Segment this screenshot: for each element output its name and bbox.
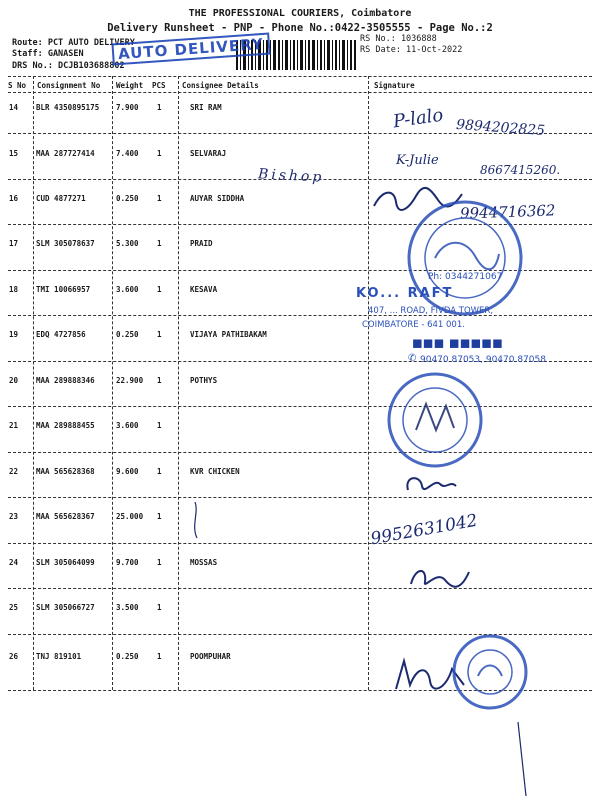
row-weight: 3.600 bbox=[116, 421, 139, 430]
row-consignment: MAA 289888346 bbox=[36, 376, 95, 385]
company-seal-icon bbox=[450, 632, 530, 712]
row-pcs: 1 bbox=[157, 149, 162, 158]
runsheet-subtitle: Delivery Runsheet - PNP - Phone No.:0422-3505555 - Page No.:2 bbox=[107, 22, 493, 34]
row-separator bbox=[8, 406, 592, 407]
row-consignee: KESAVA bbox=[190, 285, 218, 294]
stamp-phone: Ph: 0344271067 bbox=[428, 272, 503, 282]
col-divider bbox=[368, 76, 369, 690]
row-sno: 16 bbox=[9, 194, 19, 203]
handwritten-note: Bishop bbox=[257, 166, 325, 186]
drs-number: DRS No.: DCJB103688802 bbox=[12, 61, 125, 71]
row-consignee: VIJAYA PATHIBAKAM bbox=[190, 330, 267, 339]
row-consignee: MOSSAS bbox=[190, 558, 218, 567]
phone-icon: ✆ bbox=[408, 353, 417, 364]
row-pcs: 1 bbox=[157, 330, 162, 339]
company-title: THE PROFESSIONAL COURIERS, Coimbatore bbox=[188, 8, 412, 19]
row-consignment: SLM 305066727 bbox=[36, 603, 95, 612]
row-weight: 3.500 bbox=[116, 603, 139, 612]
row-sno: 24 bbox=[9, 558, 19, 567]
row-sno: 23 bbox=[9, 512, 19, 521]
row-consignee: SELVARAJ bbox=[190, 149, 227, 158]
row-weight: 5.300 bbox=[116, 239, 139, 248]
row-weight: 0.250 bbox=[116, 652, 139, 661]
row-consignment: CUD 4877271 bbox=[36, 194, 86, 203]
row-consignee: POTHYS bbox=[190, 376, 218, 385]
col-divider bbox=[33, 76, 34, 690]
col-header-weight: Weight bbox=[116, 81, 144, 90]
row-sno: 17 bbox=[9, 239, 19, 248]
phone-row16: 9944716362 bbox=[459, 201, 556, 223]
row-pcs: 1 bbox=[157, 558, 162, 567]
row-pcs: 1 bbox=[157, 103, 162, 112]
row-sno: 22 bbox=[9, 467, 19, 476]
row-sno: 21 bbox=[9, 421, 19, 430]
signature-scribble-icon bbox=[405, 560, 475, 595]
row-consignee: PRAID bbox=[190, 239, 213, 248]
row-weight: 25.000 bbox=[116, 512, 144, 521]
row-sno: 20 bbox=[9, 376, 19, 385]
row-separator bbox=[8, 543, 592, 544]
row-pcs: 1 bbox=[157, 512, 162, 521]
row-weight: 7.900 bbox=[116, 103, 139, 112]
row-weight: 9.700 bbox=[116, 558, 139, 567]
col-divider bbox=[178, 76, 179, 690]
row-separator bbox=[8, 588, 592, 589]
row-sno: 19 bbox=[9, 330, 19, 339]
stamp-shop-name: KO... RAFT bbox=[356, 286, 454, 301]
rs-number: RS No.: 1036888 bbox=[360, 34, 437, 44]
col-header-consignment: Consignment No bbox=[37, 81, 101, 90]
phone-row15: 8667415260. bbox=[480, 163, 561, 177]
col-header-signature: Signature bbox=[374, 81, 415, 90]
phone-row14: 9894202825 bbox=[455, 116, 546, 140]
row-consignee: SRI RAM bbox=[190, 103, 222, 112]
row-pcs: 1 bbox=[157, 239, 162, 248]
row-pcs: 1 bbox=[157, 376, 162, 385]
col-divider bbox=[112, 76, 113, 690]
row-pcs: 1 bbox=[157, 194, 162, 203]
row-consignment: BLR 4350895175 bbox=[36, 103, 100, 112]
row-consignment: MAA 287727414 bbox=[36, 149, 95, 158]
row-consignment: TMI 10066957 bbox=[36, 285, 91, 294]
row-weight: 3.600 bbox=[116, 285, 139, 294]
row-consignee: KVR CHICKEN bbox=[190, 467, 240, 476]
row-consignment: TNJ 819101 bbox=[36, 652, 82, 661]
col-header-consignee: Consignee Details bbox=[182, 81, 259, 90]
pen-mark-icon bbox=[512, 720, 532, 800]
signature-row15: K-Julie bbox=[396, 153, 439, 168]
row-weight: 22.900 bbox=[116, 376, 144, 385]
row-consignment: MAA 565628367 bbox=[36, 512, 95, 521]
row-separator bbox=[8, 452, 592, 453]
row-sno: 25 bbox=[9, 603, 19, 612]
row-sno: 14 bbox=[9, 103, 19, 112]
row-weight: 0.250 bbox=[116, 330, 139, 339]
row-consignee: AUYAR SIDDHA bbox=[190, 194, 245, 203]
header-bottom-rule bbox=[8, 92, 592, 93]
row-pcs: 1 bbox=[157, 285, 162, 294]
pen-mark-icon bbox=[185, 500, 205, 540]
route-label: Route: PCT AUTO DELIVERY bbox=[12, 38, 135, 48]
stamp-address: COIMBATORE - 641 001. bbox=[362, 320, 465, 330]
phone-row22: 9952631042 bbox=[369, 510, 480, 550]
row-sno: 18 bbox=[9, 285, 19, 294]
row-weight: 0.250 bbox=[116, 194, 139, 203]
company-seal-icon bbox=[380, 370, 490, 470]
stamp-shop-logo-icon: ◼◼◼ ◼◼◼◼◼ bbox=[412, 336, 503, 351]
row-consignment: SLM 305078637 bbox=[36, 239, 95, 248]
row-pcs: 1 bbox=[157, 603, 162, 612]
stamp-address: 407, ... ROAD, FIVDA TOWER, bbox=[368, 306, 494, 316]
row-consignee: POOMPUHAR bbox=[190, 652, 231, 661]
col-header-pcs: PCS bbox=[152, 81, 166, 90]
staff-label: Staff: GANASEN bbox=[12, 49, 84, 59]
row-consignment: EDQ 4727856 bbox=[36, 330, 86, 339]
signature-scribble-icon bbox=[400, 470, 460, 500]
row-separator bbox=[8, 497, 592, 498]
row-sno: 26 bbox=[9, 652, 19, 661]
row-weight: 9.600 bbox=[116, 467, 139, 476]
stamp-phones: 90470 87053, 90470 87058 bbox=[420, 355, 546, 365]
row-sno: 15 bbox=[9, 149, 19, 158]
row-pcs: 1 bbox=[157, 467, 162, 476]
row-consignment: MAA 565628368 bbox=[36, 467, 95, 476]
signature-row14: P-lalo bbox=[391, 104, 445, 133]
row-pcs: 1 bbox=[157, 652, 162, 661]
row-consignment: SLM 305064099 bbox=[36, 558, 95, 567]
rs-date: RS Date: 11-Oct-2022 bbox=[360, 45, 463, 55]
table-top-rule bbox=[8, 76, 592, 77]
col-header-sno: S No bbox=[8, 81, 27, 90]
row-pcs: 1 bbox=[157, 421, 162, 430]
row-consignment: MAA 289888455 bbox=[36, 421, 95, 430]
row-weight: 7.400 bbox=[116, 149, 139, 158]
auto-delivery-stamp: AUTO DELIVERY bbox=[111, 33, 270, 66]
